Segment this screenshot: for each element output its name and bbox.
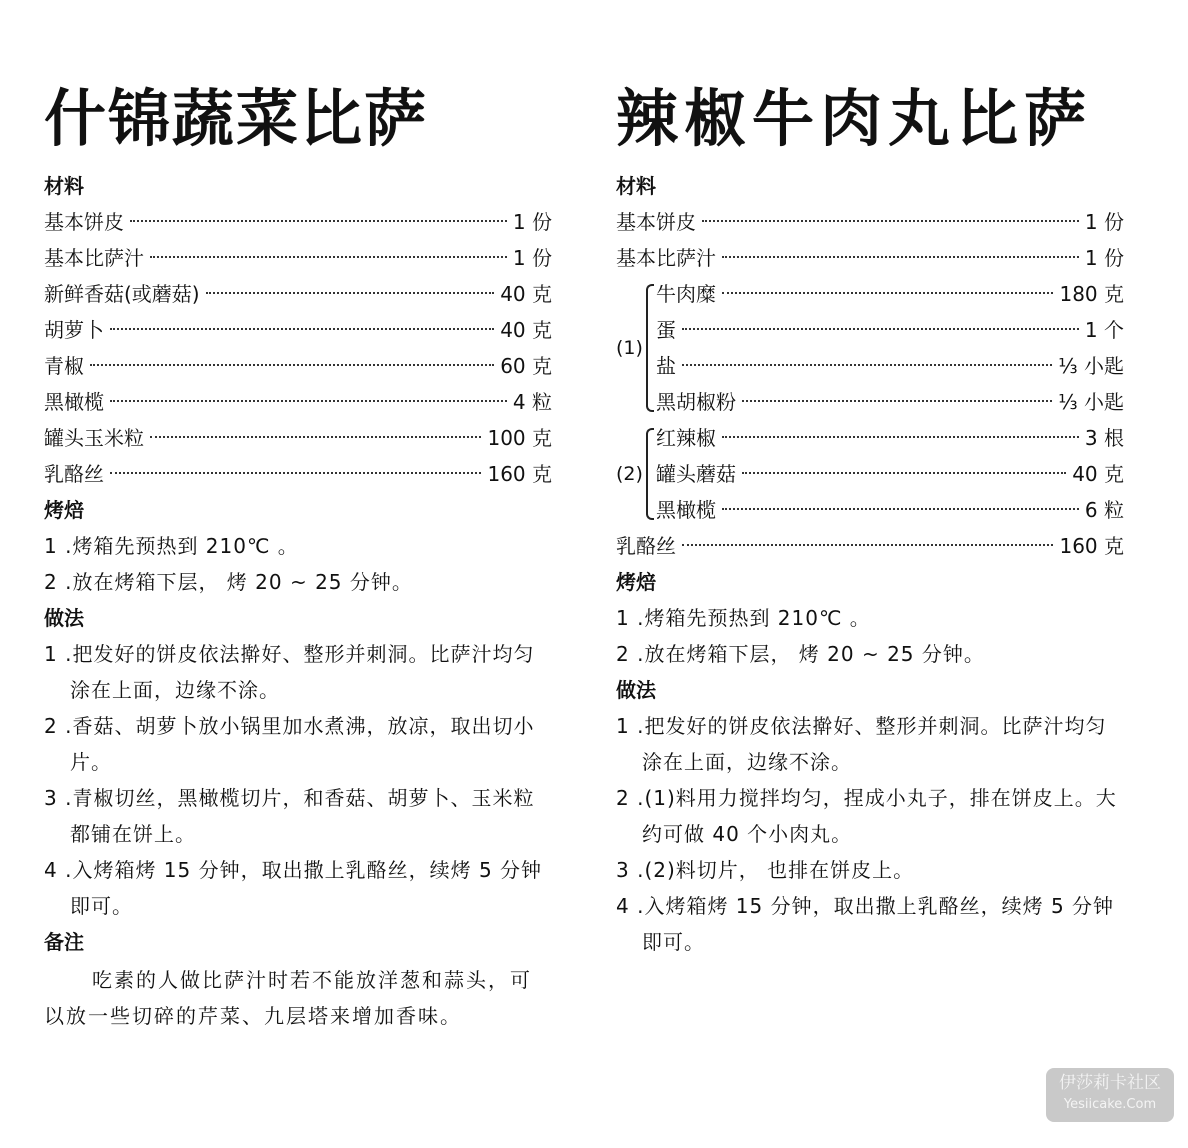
leader-dots: [150, 436, 481, 438]
ingredient-name: 盐: [656, 354, 676, 378]
recipe-title: 什锦蔬菜比萨: [44, 82, 429, 155]
ingredient-row: [656, 312, 1124, 348]
leader-dots: [742, 472, 1066, 474]
ingredient-qty: 6 粒: [1084, 498, 1124, 522]
ingredient-name: 蛋: [656, 318, 676, 342]
ingredient-row: [656, 420, 1124, 456]
ingredient-qty: 160 克: [1059, 534, 1124, 558]
ingredient-qty: ⅓ 小匙: [1058, 354, 1124, 378]
leader-dots: [150, 256, 507, 258]
bake-heading: 烤焙: [44, 498, 84, 522]
ingredient-qty: 1 份: [512, 246, 552, 270]
note-heading: 备注: [44, 930, 84, 954]
ingredient-row: [656, 456, 1124, 492]
ingredient-name: 乳酪丝: [616, 534, 676, 558]
ingredient-qty: 1 份: [1084, 210, 1124, 234]
leader-dots: [90, 364, 494, 366]
bake-step: 2 .放在烤箱下层， 烤 20 ~ 25 分钟。: [44, 570, 413, 594]
ingredient-qty: 180 克: [1059, 282, 1124, 306]
ingredient-row: [616, 240, 1124, 276]
method-step: 1 .把发好的饼皮依法擀好、整形并刺洞。比萨汁均匀涂在上面，边缘不涂。: [44, 642, 535, 702]
ingredients-heading: 材料: [44, 174, 84, 198]
method-step: 2 .香菇、胡萝卜放小锅里加水煮沸，放凉，取出切小片。: [44, 714, 535, 774]
ingredient-qty: 4 粒: [512, 390, 552, 414]
ingredient-name: 罐头蘑菇: [656, 462, 736, 486]
leader-dots: [722, 292, 1053, 294]
method-step: 4 .入烤箱烤 15 分钟，取出撒上乳酪丝，续烤 5 分钟即可。: [616, 894, 1115, 954]
watermark-en: Yesiicake.Com: [1063, 1097, 1157, 1112]
ingredient-row: [44, 240, 552, 276]
ingredient-row: [616, 528, 1124, 564]
ingredient-qty: 3 根: [1084, 426, 1124, 450]
ingredient-qty: 100 克: [487, 426, 552, 450]
recipe-body: [616, 168, 1124, 960]
method-heading: 做法: [616, 678, 656, 702]
ingredient-name: 基本饼皮: [616, 210, 696, 234]
ingredient-row: [656, 492, 1124, 528]
ingredient-qty: 1 份: [512, 210, 552, 234]
ingredient-name: 黑橄榄: [656, 498, 716, 522]
ingredient-name: 基本饼皮: [44, 210, 124, 234]
brace-icon: [642, 420, 650, 528]
leader-dots: [206, 292, 495, 294]
leader-dots: [682, 364, 1052, 366]
ingredient-row: [44, 384, 552, 420]
bake-step: 2 .放在烤箱下层， 烤 20 ~ 25 分钟。: [616, 642, 985, 666]
ingredient-qty: 1 个: [1084, 318, 1124, 342]
leader-dots: [702, 220, 1079, 222]
ingredient-name: 牛肉糜: [656, 282, 716, 306]
ingredient-row: [44, 312, 552, 348]
group-items: [656, 420, 1124, 528]
ingredient-row: [656, 348, 1124, 384]
recipe-title: 辣椒牛肉丸比萨: [616, 82, 1093, 155]
method-heading: 做法: [44, 606, 84, 630]
leader-dots: [130, 220, 507, 222]
bake-heading: 烤焙: [616, 570, 656, 594]
ingredient-qty: 1 份: [1084, 246, 1124, 270]
ingredient-qty: 40 克: [1072, 462, 1124, 486]
watermark: [1046, 1068, 1174, 1122]
group-items: [656, 276, 1124, 420]
ingredient-name: 基本比萨汁: [616, 246, 716, 270]
ingredient-name: 黑橄榄: [44, 390, 104, 414]
method-step: 3 .青椒切丝，黑橄榄切片，和香菇、胡萝卜、玉米粒都铺在饼上。: [44, 786, 535, 846]
bake-step: 1 .烤箱先预热到 210℃ 。: [616, 606, 871, 630]
ingredient-name: 胡萝卜: [44, 318, 104, 342]
method-step: 4 .入烤箱烤 15 分钟，取出撒上乳酪丝，续烤 5 分钟即可。: [44, 858, 543, 918]
group-label: (2): [616, 463, 643, 485]
leader-dots: [110, 400, 507, 402]
ingredient-name: 青椒: [44, 354, 84, 378]
ingredient-row: [44, 420, 552, 456]
leader-dots: [682, 544, 1053, 546]
ingredient-name: 新鲜香菇(或蘑菇): [44, 282, 200, 306]
leader-dots: [682, 328, 1079, 330]
leader-dots: [722, 508, 1079, 510]
method-step: 2 .(1)料用力搅拌均匀，捏成小丸子，排在饼皮上。大约可做 40 个小肉丸。: [616, 786, 1117, 846]
ingredient-name: 基本比萨汁: [44, 246, 144, 270]
ingredient-name: 黑胡椒粉: [656, 390, 736, 414]
note-text: 吃素的人做比萨汁时若不能放洋葱和蒜头，可以放一些切碎的芹菜、九层塔来增加香味。: [44, 968, 532, 1028]
bake-step: 1 .烤箱先预热到 210℃ 。: [44, 534, 299, 558]
ingredient-row: [44, 276, 552, 312]
ingredient-qty: 40 克: [500, 318, 552, 342]
ingredient-list: [44, 204, 552, 492]
ingredient-group-1: [616, 276, 1124, 420]
recipe-body: [44, 168, 552, 1034]
brace-icon: [642, 276, 650, 420]
leader-dots: [110, 328, 494, 330]
ingredient-row: [656, 384, 1124, 420]
ingredient-name: 罐头玉米粒: [44, 426, 144, 450]
ingredient-row: [656, 276, 1124, 312]
method-step: 1 .把发好的饼皮依法擀好、整形并刺洞。比萨汁均匀涂在上面，边缘不涂。: [616, 714, 1107, 774]
leader-dots: [110, 472, 481, 474]
method-step: 3 .(2)料切片， 也排在饼皮上。: [616, 858, 915, 882]
ingredient-name: 乳酪丝: [44, 462, 104, 486]
ingredient-group-2: [616, 420, 1124, 528]
ingredient-row: [44, 348, 552, 384]
ingredient-row: [616, 204, 1124, 240]
ingredient-qty: ⅓ 小匙: [1058, 390, 1124, 414]
ingredient-qty: 160 克: [487, 462, 552, 486]
ingredient-name: 红辣椒: [656, 426, 716, 450]
leader-dots: [722, 436, 1079, 438]
leader-dots: [722, 256, 1079, 258]
group-label: (1): [616, 337, 643, 359]
ingredients-heading: 材料: [616, 174, 656, 198]
ingredient-qty: 40 克: [500, 282, 552, 306]
leader-dots: [742, 400, 1052, 402]
ingredient-row: [44, 204, 552, 240]
watermark-cn: 伊莎莉卡社区: [1059, 1073, 1161, 1093]
ingredient-qty: 60 克: [500, 354, 552, 378]
ingredient-row: [44, 456, 552, 492]
